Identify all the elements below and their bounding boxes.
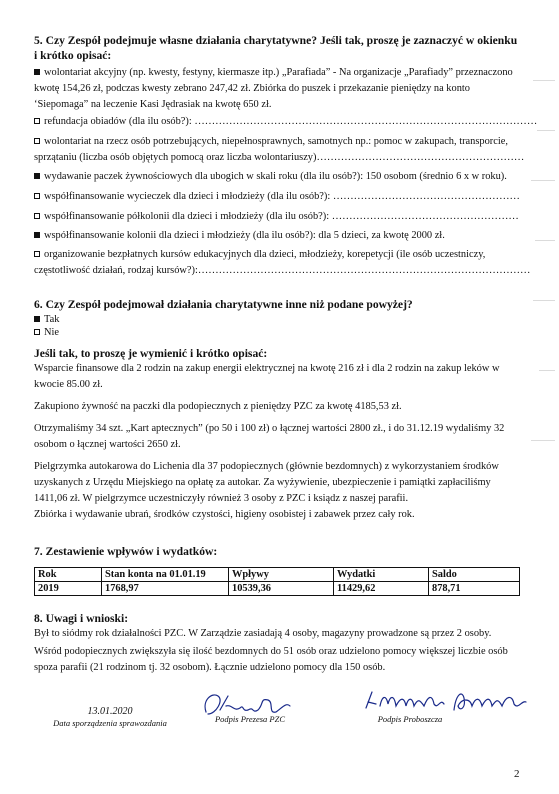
table-row: [35, 582, 520, 596]
q5-item-1: [34, 66, 513, 79]
parish-priest-signature: [362, 684, 532, 718]
q6-opt-no-label: Nie: [44, 327, 60, 338]
q6-line: Zbiórka i wydawanie ubrań, środków czystości, higieny osobistej i zabawek przez cały rok.: [34, 509, 415, 520]
q5-item-1-text: wolontariat akcyjny (np. kwesty, festyny, kiermasze itp.) „Parafiada” - Na organizacje „Parafiady” przeznaczono: [44, 67, 513, 78]
q8-line: Wśród podopiecznych zwiększyła się ilość bezdomnych do 51 osób oraz udzielono pomocy większej liczbie osób: [34, 646, 508, 657]
q5-title-line2: i krótko opisać:: [34, 49, 112, 62]
q5-title-line1: 5. Czy Zespół podejmuje własne działania charytatywne? Jeśli tak, proszę je zaznaczyć w okienku: [34, 34, 518, 47]
date-label: Data sporządzenia sprawozdania: [53, 718, 167, 728]
checkbox-checked[interactable]: [34, 232, 40, 238]
q6-opt-yes: [34, 313, 59, 326]
checkbox-checked[interactable]: [34, 316, 40, 322]
table-cell: 11429,62: [334, 582, 429, 596]
checkbox-checked[interactable]: [34, 173, 40, 179]
q6-line: Otrzymaliśmy 34 szt. „Kart aptecznych” (po 50 i 100 zł) o łącznej wartości 2800 zł., i do 31.12.19 wydaliśmy 32: [34, 423, 505, 434]
table-cell: 878,71: [429, 582, 520, 596]
table-cell: 10539,36: [229, 582, 334, 596]
q6-line: Pielgrzymka autokarowa do Lichenia dla 37 podopiecznych (głównie bezdomnych) z wykorzystaniem środków: [34, 461, 499, 472]
table-header-cell: Rok: [35, 568, 102, 582]
q5-item-4-text: wydawanie paczek żywnościowych dla ubogich w skali roku (dla ilu osób?): 150 osobom (średnio 6 x w roku).: [44, 171, 507, 182]
q5-item-6: [34, 210, 519, 223]
page-number: 2: [514, 768, 520, 780]
q5-item-3-cont: sprzątaniu (liczba osób objętych pomocą oraz liczba wolontariuszy)……………………………………………………: [34, 152, 525, 163]
checkbox-empty[interactable]: [34, 329, 40, 335]
report-date: 13.01.2020: [87, 706, 133, 717]
q6-line: osobom o łącznej wartości 2650 zł.: [34, 439, 181, 450]
q7-title: 7. Zestawienie wpływów i wydatków:: [34, 545, 218, 558]
president-signature-label: Podpis Prezesa PZC: [214, 714, 286, 724]
checkbox-checked[interactable]: [34, 69, 40, 75]
q6-line: Zakupiono żywność na paczki dla podopiecznych z pieniędzy PZC za kwotę 4185,53 zł.: [34, 401, 402, 412]
q8-line: Był to siódmy rok działalności PZC. W Zarządzie zasiadają 4 osoby, magazyny prowadzone są przez 2 osoby.: [34, 628, 492, 639]
q5-item-7-text: współfinansowanie kolonii dla dzieci i młodzieży (dla ilu osób?): dla 5 dzieci, za kwotę 2000 zł.: [44, 230, 445, 241]
table-header-cell: Stan konta na 01.01.19: [102, 568, 229, 582]
checkbox-empty[interactable]: [34, 213, 40, 219]
q5-item-1-cont: ‘Siepomaga” na leczenie Kasi Jędrasiak na kwotę 650 zł.: [34, 99, 272, 110]
checkbox-empty[interactable]: [34, 118, 40, 124]
q5-item-7: [34, 229, 445, 242]
q6-subtitle: Jeśli tak, to proszę je wymienić i krótko opisać:: [34, 347, 268, 360]
q5-item-3-text: wolontariat na rzecz osób potrzebujących, niepełnosprawnych, samotnych np.: pomoc w zakupach, transporcie,: [44, 136, 508, 147]
q5-item-8-cont: częstotliwość działań, rodzaj kursów?):……………………………………………………………………………………: [34, 265, 531, 276]
q8-title: 8. Uwagi i wnioski:: [34, 612, 129, 625]
checkbox-empty[interactable]: [34, 251, 40, 257]
q6-title: 6. Czy Zespół podejmował działania charytatywne inne niż podane powyżej?: [34, 298, 413, 311]
table-header-cell: Saldo: [429, 568, 520, 582]
q5-item-2-text: refundacja obiadów (dla ilu osób?): ………………………………………………………………………………………: [44, 116, 538, 127]
q6-line: kwocie 85.00 zł.: [34, 379, 103, 390]
bleed-through-marks: [529, 40, 559, 500]
table-header-cell: Wydatki: [334, 568, 429, 582]
q5-item-8: [34, 248, 485, 261]
q5-item-6-text: współfinansowanie półkolonii dla dzieci i młodzieży (dla ilu osób?): ………………………………………………: [44, 211, 519, 222]
q8-line: spoza parafii (21 rodzinom tj. 32 osobom). Łącznie udzielono pomocy dla 150 osób.: [34, 662, 386, 673]
q6-line: Wsparcie finansowe dla 2 rodzin na zakup energii elektrycznej na kwotę 216 zł i dla 2 rodzin na zakup leków w: [34, 363, 500, 374]
q6-line: 1411,06 zł. W pielgrzymce uczestniczyły również 3 osoby z PZC i ksiądz z naszej parafii.: [34, 493, 409, 504]
q5-item-4: [34, 170, 507, 183]
q5-item-8-text: organizowanie bezpłatnych kursów edukacyjnych dla dzieci, młodzieży, korepetycji (ile osób uczestniczy,: [44, 249, 486, 260]
q5-item-3: [34, 135, 508, 148]
parish-priest-signature-label: Podpis Proboszcza: [377, 714, 443, 724]
q5-item-1-cont: kwotę 154,26 zł, podczas kwesty zebrano 247,42 zł. Zbiórka do puszek i przekazanie pieniędzy na konto: [34, 83, 470, 94]
q5-item-5-text: współfinansowanie wycieczek dla dzieci i młodzieży (dla ilu osób?): ………………………………………………: [44, 191, 520, 202]
table-header-row: [35, 568, 520, 582]
q6-opt-yes-label: Tak: [44, 314, 60, 325]
checkbox-empty[interactable]: [34, 193, 40, 199]
table-cell: 2019: [35, 582, 102, 596]
finance-table: [34, 567, 520, 596]
q6-opt-no: [34, 326, 59, 339]
q5-item-2: [34, 115, 537, 128]
checkbox-empty[interactable]: [34, 138, 40, 144]
table-cell: 1768,97: [102, 582, 229, 596]
table-header-cell: Wpływy: [229, 568, 334, 582]
q6-line: uzyskanych z Urzędu Miejskiego na opłatę za autokar. Za wyżywienie, ubezpieczenie i pamiątki zapłaciliśmy: [34, 477, 491, 488]
q5-item-5: [34, 190, 520, 203]
